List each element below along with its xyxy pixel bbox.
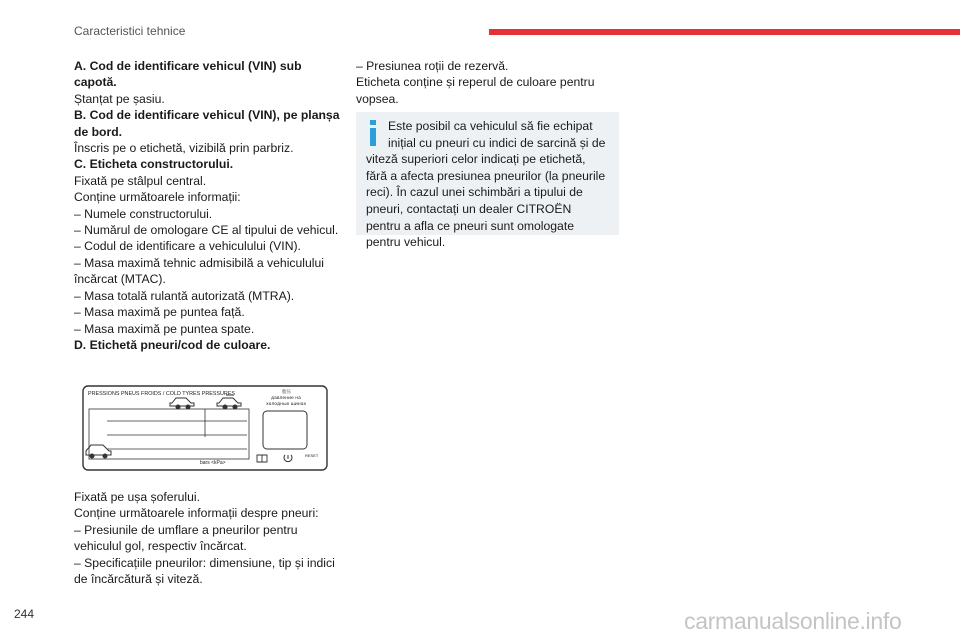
tyre-label-heading: D. Etichetă pneuri/cod de culoare. — [74, 337, 271, 352]
vin-dashboard-heading: B. Cod de identificare vehicul (VIN), pe planșa de bord. — [74, 108, 340, 139]
list-item: – Numărul de omologare CE al tipului de vehicul. — [74, 223, 339, 238]
info-note-text: Este posibil ca vehiculul să fie echipat inițial cu pneuri cu indici de sarcină și de viteză superiori celor indicați pe etichetă, fără a afecta presiunea pneurilor (la pneurile reci). În cazul unei schimbări a tipului de pneuri, contactați un dealer CITROËN pentru a afla ce pneuri sunt omologate pentru vehicul. — [366, 119, 606, 250]
manufacturer-label-heading: C. Eticheta constructorului. — [74, 157, 234, 172]
info-note — [356, 112, 619, 250]
watermark: carmanualsonline.info — [684, 608, 902, 634]
list-item: – Codul de identificare a vehiculului (VIN). — [74, 239, 301, 254]
vin-dashboard-text: Înscris pe o etichetă, vizibilă prin parbriz. — [74, 141, 294, 156]
left-column — [74, 58, 346, 353]
list-item: – Masa maximă pe puntea față. — [74, 305, 245, 320]
manufacturer-label-intro: Conține următoarele informații: — [74, 190, 241, 205]
list-item: – Presiunea roții de rezervă. — [356, 59, 509, 73]
tyre-label-heading-text: PRESSIONS PNEUS FROIDS / COLD TYRES PRESSURES — [88, 391, 235, 397]
list-item: – Specificațiile pneurilor: dimensiune, tip și indici de încărcătură și viteză. — [74, 555, 335, 587]
caption-line: Fixată pe ușa șoferului. — [74, 490, 201, 504]
list-item: – Masa totală rulantă autorizată (MTRA). — [74, 288, 295, 303]
list-item: – Presiunile de umflare a pneurilor pentru vehiculul gol, respectiv încărcat. — [74, 522, 298, 554]
tyre-pressure-label-illustration — [82, 385, 328, 471]
list-item: – Masa maximă tehnic admisibilă a vehiculului încărcat (MTAC). — [74, 255, 324, 287]
section-title: Caracteristici tehnice — [74, 24, 186, 38]
header-accent-bar — [489, 29, 960, 35]
manufacturer-label-location: Fixată pe stâlpul central. — [74, 173, 207, 188]
list-item: – Masa maximă pe puntea spate. — [74, 321, 255, 336]
tyre-label-cn-text: 胎压 — [282, 390, 291, 395]
info-icon — [366, 120, 380, 146]
tyre-label-description — [74, 489, 346, 587]
vin-engine-heading: A. Cod de identificare vehicul (VIN) sub capotă. — [74, 59, 302, 90]
tyre-label-units: bars <kPa> — [200, 460, 226, 466]
list-item: – Numele constructorului. — [74, 206, 213, 221]
tyre-label-ru-text-1: давление на — [271, 396, 301, 401]
page-number: 244 — [14, 607, 35, 621]
paint-code-text: Eticheta conține și reperul de culoare pentru vopsea. — [356, 75, 595, 106]
vin-engine-text: Ștanțat pe șasiu. — [74, 91, 165, 106]
right-column — [356, 58, 621, 107]
caption-line: Conține următoarele informații despre pneuri: — [74, 506, 319, 521]
reset-label: RESET — [305, 453, 319, 458]
tyre-label-ru-text-2: холодных шинах — [266, 402, 307, 407]
